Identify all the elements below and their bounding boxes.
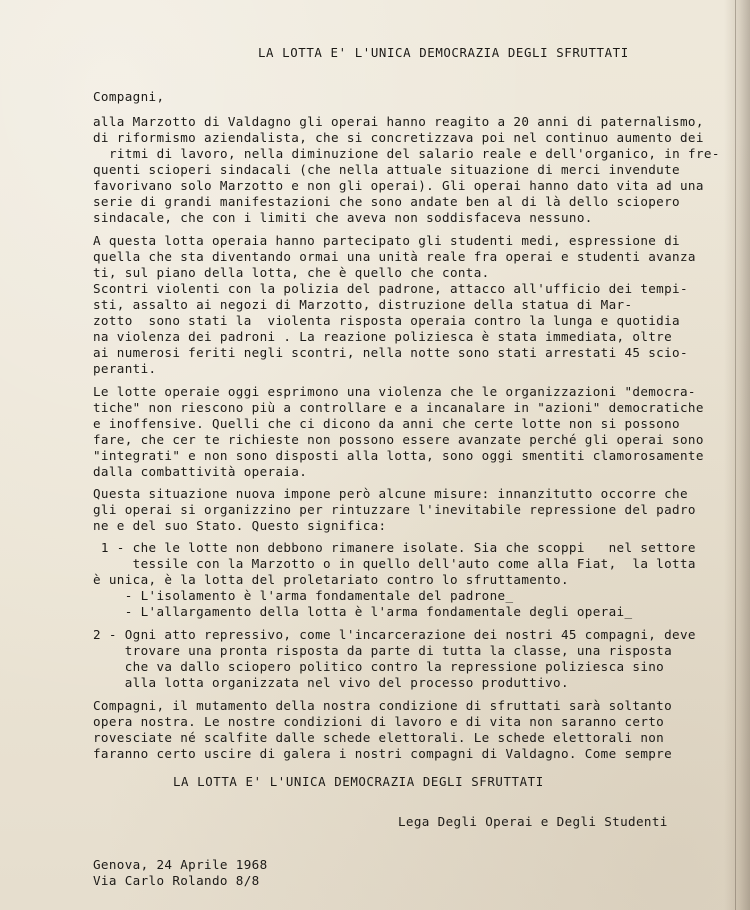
point1-line: - L'isolamento è l'arma fondamentale del padrone_ bbox=[93, 588, 514, 603]
paragraph1-line: sindacale, che con i limiti che aveva non soddisfaceva nessuno. bbox=[93, 210, 593, 225]
paragraph4-line: ne e del suo Stato. Questo significa: bbox=[93, 518, 387, 533]
paragraph4-line: gli operai si organizzino per rintuzzare l'inevitabile repressione del padro bbox=[93, 502, 696, 517]
paragraph5-line: rovesciate né scalfite dalle schede elettorali. Le schede elettorali non bbox=[93, 730, 665, 745]
paragraph1-line: ritmi di lavoro, nella diminuzione del salario reale e dell'organico, in fre- bbox=[109, 146, 720, 161]
date-line: Genova, 24 Aprile 1968 bbox=[93, 857, 268, 872]
paragraph1-line: quenti scioperi sindacali (che nella attuale situazione di merci invendute bbox=[93, 162, 680, 177]
point2-line: alla lotta organizzata nel vivo del processo produttivo. bbox=[93, 675, 569, 690]
point2-line: che va dallo sciopero politico contro la repressione poliziesca sino bbox=[93, 659, 665, 674]
paragraph4-line: Questa situazione nuova impone però alcune misure: innanzitutto occorre che bbox=[93, 486, 688, 501]
paragraph3-line: tiche" non riescono più a controllare e a incanalare in "azioni" democratiche bbox=[93, 400, 704, 415]
paragraph2-line: peranti. bbox=[93, 361, 157, 376]
paragraph2-line: na violenza dei padroni . La reazione poliziesca è stata immediata, oltre bbox=[93, 329, 673, 344]
paragraph2-line: ti, sul piano della lotta, che è quello che conta. bbox=[93, 265, 490, 280]
point1-line: - L'allargamento della lotta è l'arma fondamentale degli operai_ bbox=[93, 604, 633, 619]
paragraph5-line: Compagni, il mutamento della nostra condizione di sfruttati sarà soltanto bbox=[93, 698, 673, 713]
point2-line: 2 - Ogni atto repressivo, come l'incarcerazione dei nostri 45 compagni, deve bbox=[93, 627, 696, 642]
paragraph2-line: A questa lotta operaia hanno partecipato gli studenti medi, espressione di bbox=[93, 233, 680, 248]
point1-line: è unica, è la lotta del proletariato contro lo sfruttamento. bbox=[93, 572, 569, 587]
point2-line: trovare una pronta risposta da parte di tutta la classe, una risposta bbox=[93, 643, 673, 658]
paper-edge-line bbox=[735, 0, 736, 910]
paragraph5-line: opera nostra. Le nostre condizioni di lavoro e di vita non saranno certo bbox=[93, 714, 665, 729]
closing-slogan: LA LOTTA E' L'UNICA DEMOCRAZIA DEGLI SFRUTTATI bbox=[173, 774, 544, 789]
signature: Lega Degli Operai e Degli Studenti bbox=[398, 814, 668, 829]
paper-edge-shadow bbox=[724, 0, 750, 910]
paragraph5-line: faranno certo uscire di galera i nostri compagni di Valdagno. Come sempre bbox=[93, 746, 673, 761]
paragraph2-line: ai numerosi feriti negli scontri, nella notte sono stati arrestati 45 scio- bbox=[93, 345, 688, 360]
paragraph2-line: Scontri violenti con la polizia del padrone, attacco all'ufficio dei tempi- bbox=[93, 281, 688, 296]
point1-line: tessile con la Marzotto o in quello dell'auto come alla Fiat, la lotta bbox=[93, 556, 696, 571]
paragraph2-line: zotto sono stati la violenta risposta operaia contro la lunga e quotidia bbox=[93, 313, 680, 328]
paragraph1-line: serie di grandi manifestazioni che sono andate ben al di là dello sciopero bbox=[93, 194, 680, 209]
paragraph1-line: alla Marzotto di Valdagno gli operai hanno reagito a 20 anni di paternalismo, bbox=[93, 114, 704, 129]
point1-line: 1 - che le lotte non debbono rimanere isolate. Sia che scoppi nel settore bbox=[93, 540, 696, 555]
paragraph2-line: quella che sta diventando ormai una unità reale fra operai e studenti avanza bbox=[93, 249, 696, 264]
paragraph3-line: Le lotte operaie oggi esprimono una violenza che le organizzazioni "democra- bbox=[93, 384, 696, 399]
address-line: Via Carlo Rolando 8/8 bbox=[93, 873, 260, 888]
paragraph3-line: e inoffensive. Quelli che ci dicono da anni che certe lotte non si possono bbox=[93, 416, 680, 431]
salutation: Compagni, bbox=[93, 89, 165, 104]
paragraph1-line: di riformismo aziendalista, che si concretizzava poi nel continuo aumento dei bbox=[93, 130, 704, 145]
paragraph3-line: fare, che cer te richieste non possono essere avanzate perché gli operai sono bbox=[93, 432, 704, 447]
paragraph1-line: favorivano solo Marzotto e non gli operai). Gli operai hanno dato vita ad una bbox=[93, 178, 704, 193]
document-title: LA LOTTA E' L'UNICA DEMOCRAZIA DEGLI SFRUTTATI bbox=[258, 45, 629, 60]
paragraph3-line: "integrati" e non sono disposti alla lotta, sono oggi smentiti clamorosamente bbox=[93, 448, 704, 463]
paragraph3-line: dalla combattività operaia. bbox=[93, 464, 308, 479]
paragraph2-line: sti, assalto ai negozi di Marzotto, distruzione della statua di Mar- bbox=[93, 297, 633, 312]
